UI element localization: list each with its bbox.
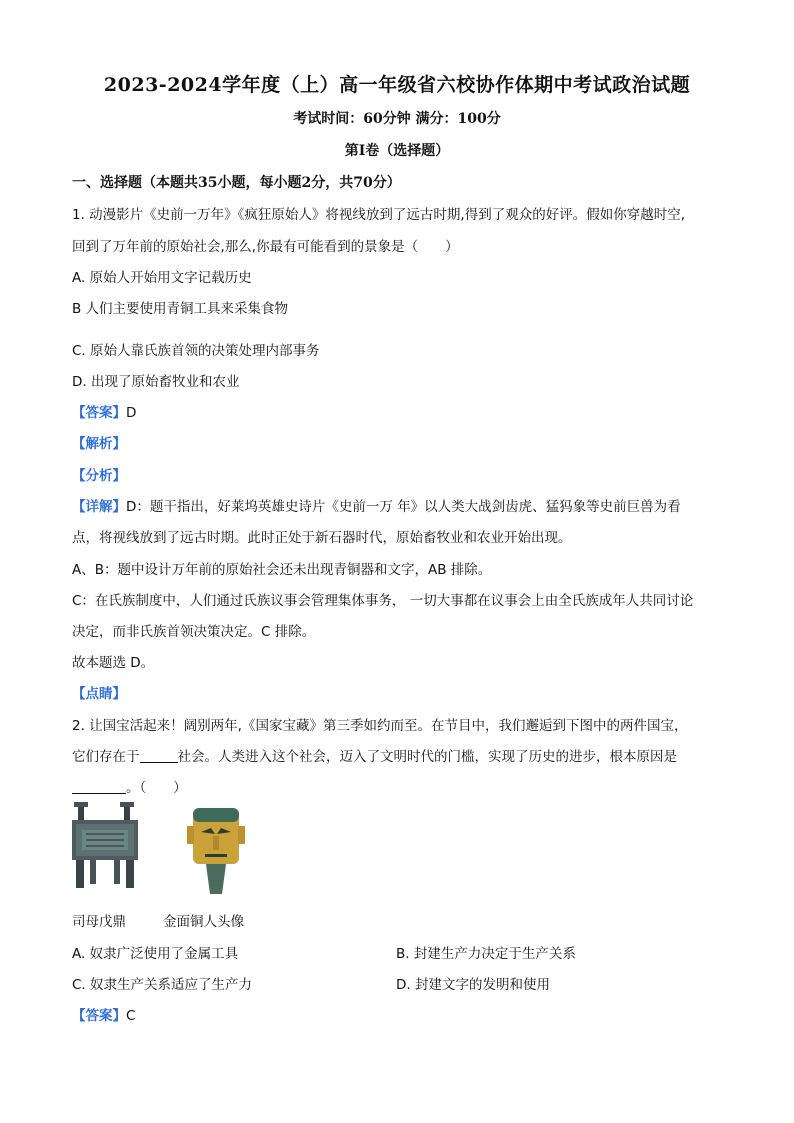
caption-bronze-head: 金面铜人头像 (163, 914, 244, 930)
answer-label: 【答案】 (72, 405, 126, 421)
answer-label: 【答案】 (72, 1008, 126, 1024)
q1-comment-label: 【点睛】 (72, 686, 126, 702)
q2-answer (72, 1004, 135, 1024)
q2-option-d: D. 封建文字的发明和使用 (396, 977, 550, 993)
q2-option-b: B. 封建生产力决定于生产关系 (396, 946, 576, 962)
volume-heading: 第Ⅰ卷（选择题） (344, 143, 450, 159)
q2-blank-1 (140, 748, 178, 763)
q1-detail-line-2: 点，将视线放到了远古时期。此时正处于新石器时代，原始畜牧业和农业开始出现。 (72, 530, 572, 546)
ding-image (72, 802, 138, 888)
q1-option-a: A. 原始人开始用文字记载历史 (72, 270, 252, 286)
q1-fenxi-label: 【分析】 (72, 468, 126, 484)
q2-stem-line-1: 2. 让国宝活起来！阔别两年,《国家宝藏》第三季如约而至。在节目中，我们邂逅到下图中的两件国宝， (72, 718, 688, 734)
q2-stem-part-b: 社会。人类进入这个社会，迈入了文明时代的门槛，实现了历史的进步，根本原因是 (177, 749, 677, 765)
exam-time-info: 考试时间：60分钟 满分：100分 (293, 111, 501, 127)
q1-conclusion: 故本题选 D。 (72, 655, 155, 671)
q1-detail-line-3: A、B：题中设计万年前的原始社会还未出现青铜器和文字，AB 排除。 (72, 562, 492, 578)
q2-option-a: A. 奴隶广泛使用了金属工具 (72, 946, 239, 962)
bronze-head-image (187, 808, 245, 894)
q1-detail-line-1 (72, 495, 681, 515)
exam-title: 2023-2024学年度（上）高一年级省六校协作体期中考试政治试题 (103, 74, 691, 96)
q1-detail-line-4: C：在氏族制度中，人们通过氏族议事会管理集体事务， 一切大事都在议事会上由全氏族成年人共同讨论 (72, 593, 694, 609)
q1-option-d: D. 出现了原始畜牧业和农业 (72, 374, 240, 390)
caption-ding: 司母戊鼎 (72, 914, 126, 930)
q2-blank-2 (72, 779, 126, 794)
q1-analysis-label: 【解析】 (72, 436, 126, 452)
q1-option-c: C. 原始人靠氏族首领的决策处理内部事务 (72, 343, 320, 359)
detail-label: 【详解】 (72, 499, 126, 515)
q1-option-b: B 人们主要使用青铜工具来采集食物 (72, 301, 289, 317)
q1-detail-line-5: 决定，而非氏族首领决策决定。C 排除。 (72, 624, 316, 640)
q1-stem-line-1: 1. 动漫影片《史前一万年》《疯狂原始人》将视线放到了远古时期,得到了观众的好评。假如你穿越时空, (72, 207, 686, 223)
section-heading: 一、选择题（本题共35小题，每小题2分，共70分） (72, 175, 401, 191)
q2-stem-line-2 (72, 745, 677, 765)
detail-text-1: D：题干指出，好莱坞英雄史诗片《史前一万 年》以人类大战剑齿虎、猛犸象等史前巨兽为看 (126, 499, 681, 515)
q2-stem-line-3 (72, 776, 187, 796)
q2-option-c: C. 奴隶生产关系适应了生产力 (72, 977, 253, 993)
q2-stem-part-a: 它们存在于 (72, 749, 140, 765)
answer-value: C (126, 1008, 136, 1024)
answer-value: D (126, 405, 137, 421)
q2-stem-end: 。（ ） (126, 780, 187, 796)
q2-artifact-images (68, 800, 268, 900)
q1-stem-line-2: 回到了万年前的原始社会,那么,你最有可能看到的景象是（ ） (72, 239, 459, 255)
q1-answer (72, 401, 136, 421)
